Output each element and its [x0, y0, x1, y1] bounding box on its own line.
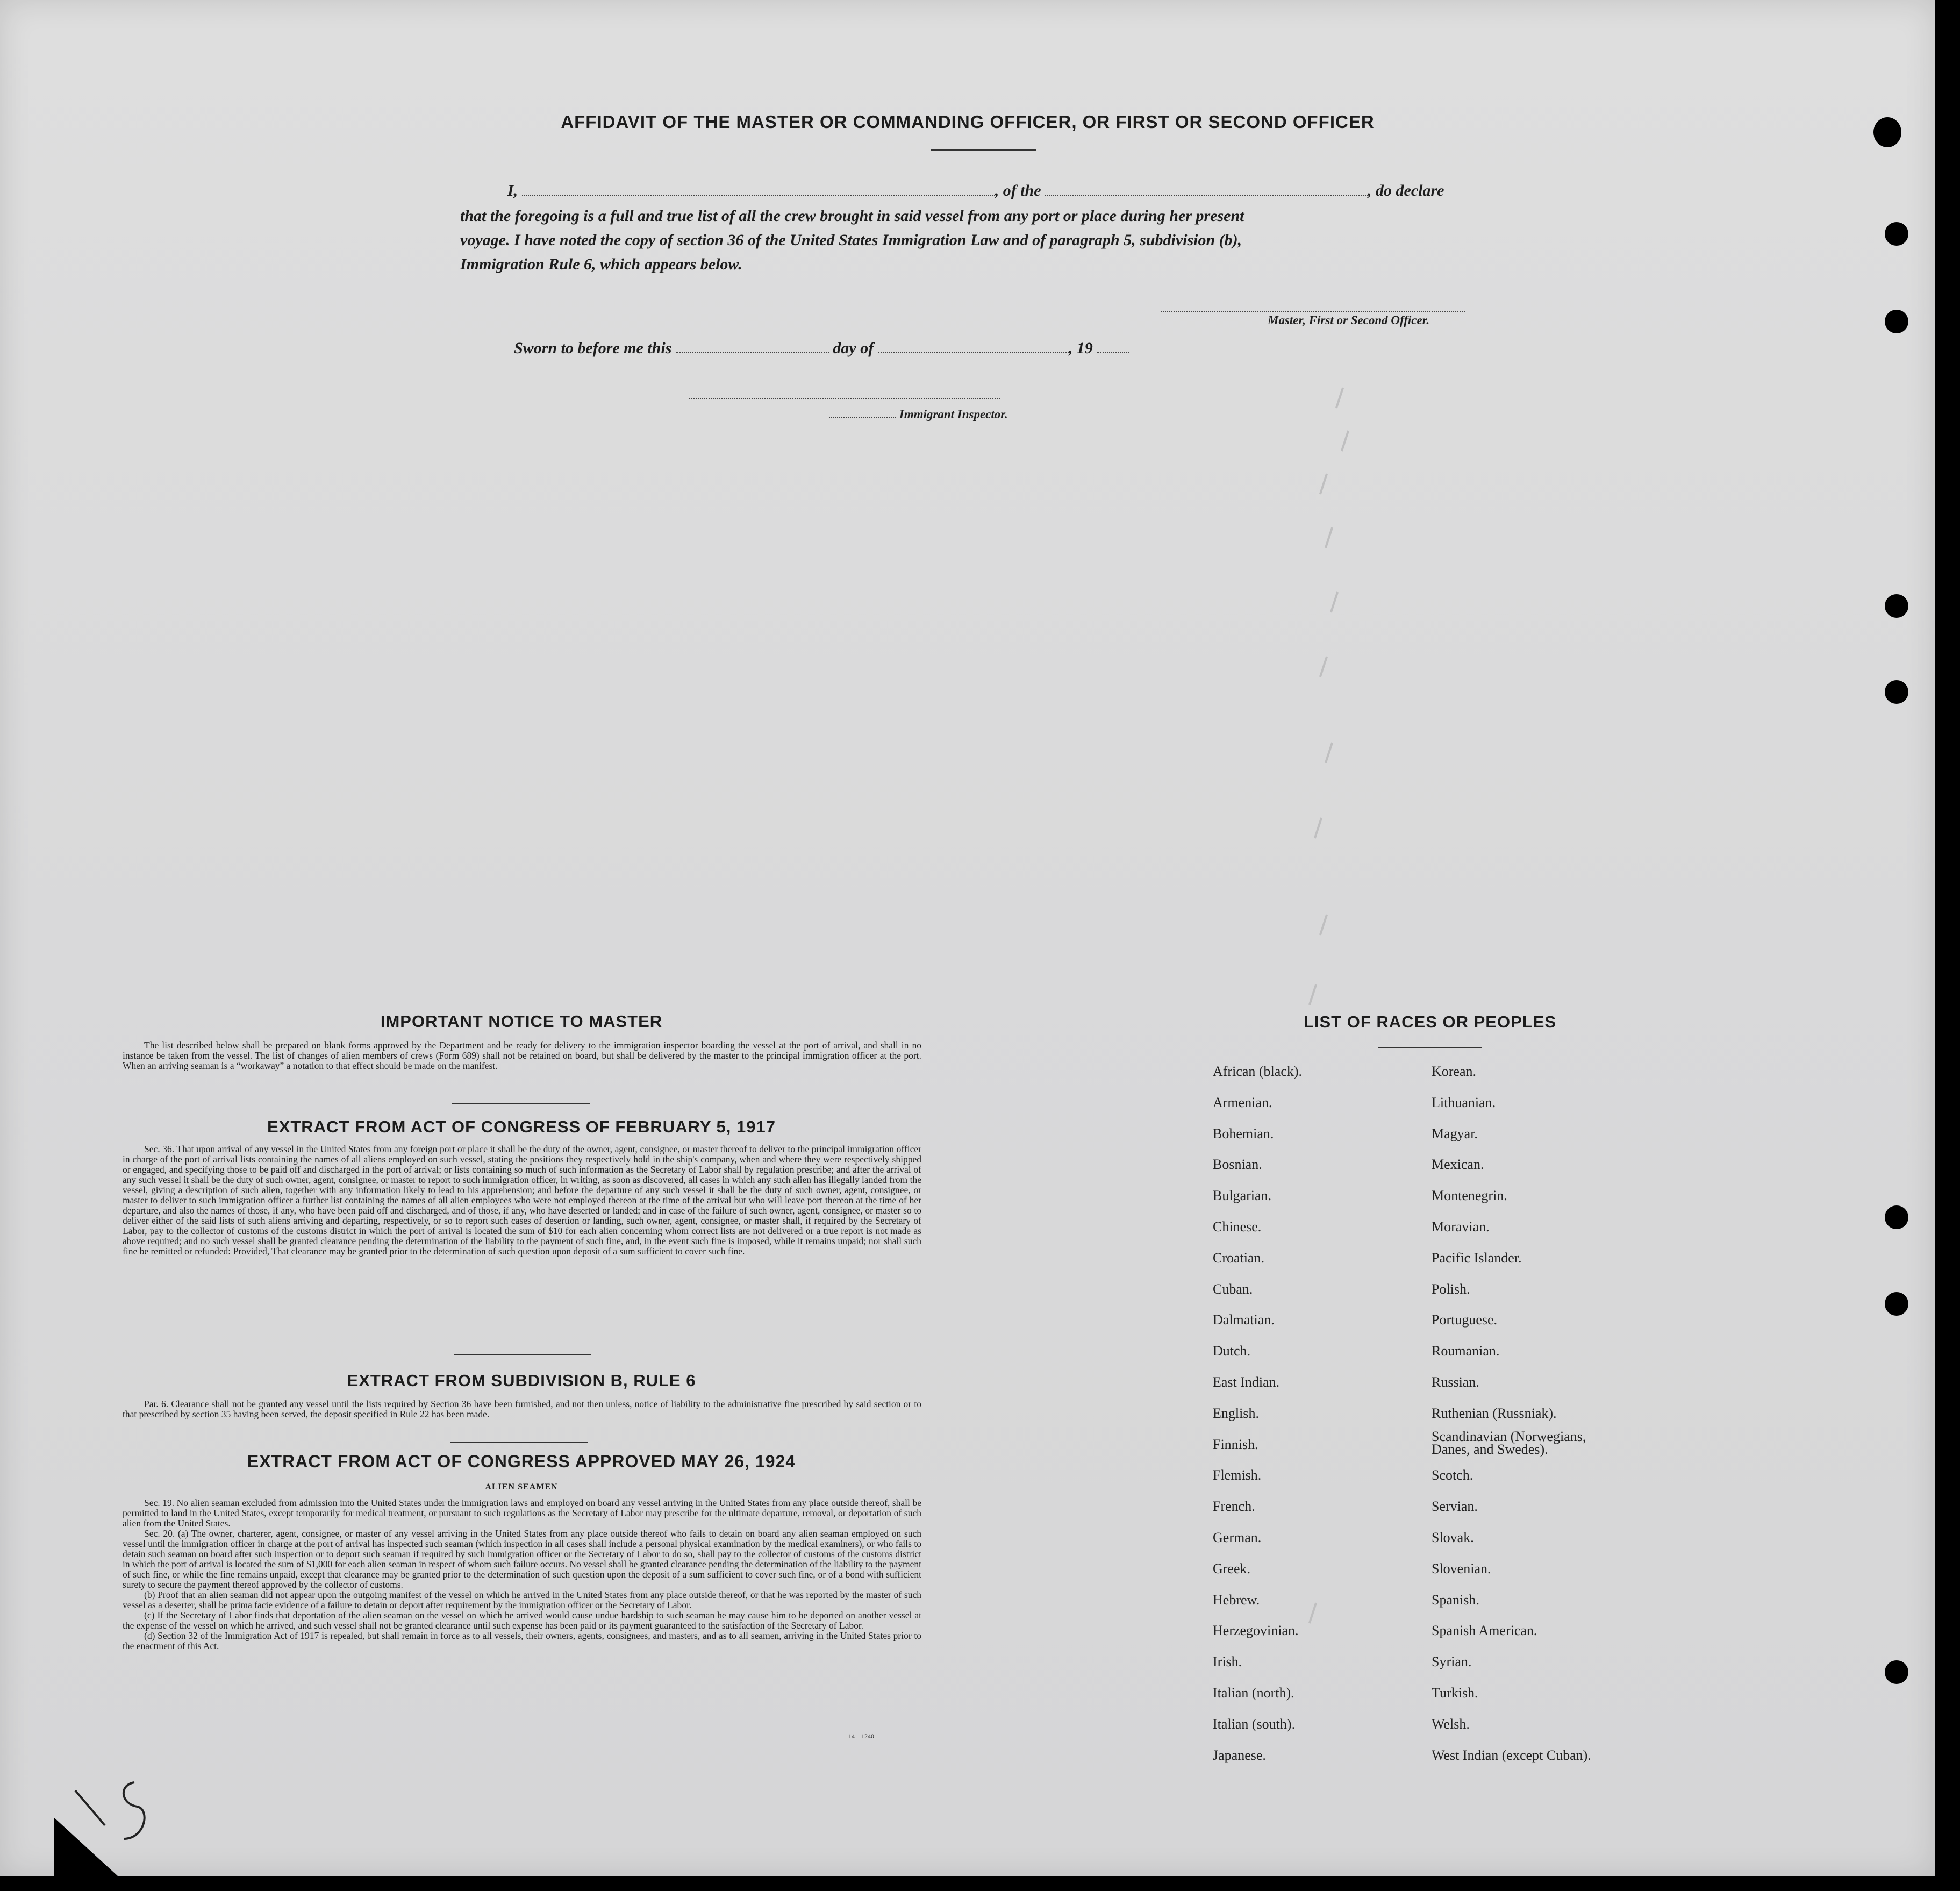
affidavit-title: AFFIDAVIT OF THE MASTER OR COMMANDING OFFICER, OR FIRST OR SECOND OFFICER: [561, 112, 1375, 132]
race-item: French.: [1213, 1498, 1255, 1515]
race-item: African (black).: [1213, 1064, 1303, 1079]
sworn-day-blank: [676, 345, 829, 353]
binder-hole: [1885, 594, 1908, 618]
sworn-year-blank: [1097, 345, 1129, 353]
inspector-signature-line: [689, 390, 1000, 399]
binder-hole: [1885, 1292, 1908, 1316]
binder-hole: [1885, 310, 1908, 333]
race-item: Bosnian.: [1213, 1157, 1262, 1173]
binder-hole: [1885, 1660, 1908, 1684]
page-corner-fold: [54, 1817, 118, 1876]
extract-1917-text: [123, 1144, 921, 1257]
affidavit-line-4: Immigration Rule 6, which appears below.: [460, 255, 742, 273]
race-item: German.: [1213, 1530, 1262, 1545]
race-item: Bohemian.: [1213, 1125, 1274, 1141]
race-item: East Indian.: [1213, 1374, 1280, 1390]
race-item: Portuguese.: [1432, 1312, 1498, 1328]
divider: [454, 1354, 591, 1355]
affidavit-of-the: , of the: [995, 182, 1041, 199]
race-item: Pacific Islander.: [1432, 1250, 1522, 1266]
race-item: Ruthenian (Russniak).: [1432, 1405, 1557, 1421]
race-item: Cuban.: [1213, 1281, 1253, 1297]
divider: [452, 1103, 590, 1104]
race-item: Chinese.: [1213, 1219, 1262, 1234]
affidavit-line-2: that the foregoing is a full and true list of all the crew brought in said vessel from any port or place during her present: [460, 207, 1244, 225]
alien-seamen-subtitle: ALIEN SEAMEN: [485, 1482, 558, 1492]
section-36-paragraph: Sec. 36. That upon arrival of any vessel in the United States from any foreign port or place it shall be the duty of the owner, agent, consignee, or master thereof to deliver to the principal immigration officer in charge of the port of arrival lists containing the names of all aliens employed on such vessel, stating the positions they respectively hold in the ship's company, when and where they were respectively shipped or engaged, and specifying those to be paid off and discharged in the port of arrival; or lists containing so much of such information as the Secretary of Labor shall by regulation prescribe; and after the arrival of any such vessel it shall be the duty of such owner, agent, consignee, or master to report to such immigration officer, in writing, as soon as discovered, all cases in which any such alien has illegally landed from the vessel, giving a description of such alien, together with any information likely to lead to his apprehension; and before the departure of any such vessel it shall be the duty of such owner, agent, consignee, or master to deliver to such immigration officer a further list containing the names of all alien employees who were not employed thereon at the time of the arrival but who will leave port thereon at the time of her departure, and also the names of those, if any, who have been paid off and discharged, and of those, if any, who have deserted or landed; and in case of the failure of such owner, agent, consignee, or master so to deliver either of the said lists of such aliens arriving and departing, respectively, or so to report such cases of desertion or landing, such owner, agent, consignee, or master shall, if required by the Secretary of Labor, pay to the collector of customs of the customs district in which the port of arrival is located the sum of $10 for each alien concerning whom correct lists are not delivered or a true report is not made as above required; and no such vessel shall be granted clearance pending the determination of the liability to the payment of such fine, and, in the event such fine is imposed, while it remains unpaid; nor shall such fine be remitted or refunded: Provided, That clearance may be granted prior to the determination of such question upon deposit of a sum sufficient to cover such fine.: [123, 1144, 921, 1257]
affidavit-declare: , do declare: [1368, 182, 1444, 199]
race-item: Italian (south).: [1213, 1716, 1296, 1732]
affidavit-line-1: [507, 182, 1444, 200]
inspector-line: [829, 408, 1008, 422]
race-item: Magyar.: [1432, 1125, 1478, 1141]
inspector-name-blank: [829, 412, 896, 418]
inspector-label: Immigrant Inspector.: [899, 408, 1008, 421]
sworn-line: [514, 339, 1129, 358]
binder-hole: [1885, 1205, 1908, 1229]
race-item: Polish.: [1432, 1281, 1470, 1297]
race-item: Turkish.: [1432, 1685, 1478, 1701]
race-item: Scotch.: [1432, 1467, 1473, 1483]
race-item: English.: [1213, 1405, 1259, 1421]
race-item: Japanese.: [1213, 1747, 1266, 1763]
race-item: Finnish.: [1213, 1436, 1258, 1452]
master-signature-line: [1161, 304, 1465, 312]
race-item: Korean.: [1432, 1064, 1477, 1079]
section-20d-paragraph: (d) Section 32 of the Immigration Act of 1917 is repealed, but shall remain in force as to all vessels, their owners, agents, consignees, and masters, and as to all seamen, arriving in the United States prior to the enactment of this Act.: [123, 1630, 921, 1651]
binder-hole: [1885, 680, 1908, 704]
sworn-month-blank: [878, 345, 1069, 353]
race-item: Croatian.: [1213, 1250, 1265, 1266]
race-item: Montenegrin.: [1432, 1188, 1507, 1204]
vessel-blank: [1045, 187, 1368, 196]
race-item: Slovak.: [1432, 1530, 1474, 1545]
race-item: Dutch.: [1213, 1343, 1251, 1359]
sworn-prefix: Sworn to before me this: [514, 339, 672, 357]
sworn-day: day of: [833, 339, 874, 357]
extract-1917-title: EXTRACT FROM ACT OF CONGRESS OF FEBRUARY 5, 1917: [267, 1117, 776, 1136]
race-item: Lithuanian.: [1432, 1094, 1496, 1110]
race-item: Italian (north).: [1213, 1685, 1294, 1701]
title-divider: [931, 149, 1036, 151]
race-item: Scandinavian (Norwegians, Danes, and Swedes).: [1432, 1428, 1586, 1457]
affidavit-line-3: voyage. I have noted the copy of section 36 of the United States Immigration Law and of paragraph 5, subdivision (b),: [460, 231, 1242, 249]
race-item: Mexican.: [1432, 1157, 1484, 1173]
race-item: Bulgarian.: [1213, 1188, 1272, 1204]
divider: [1378, 1047, 1482, 1048]
sworn-year: , 19: [1068, 339, 1093, 357]
master-label: Master, First or Second Officer.: [1268, 313, 1430, 327]
races-title: LIST OF RACES OR PEOPLES: [1303, 1012, 1557, 1031]
section-19-paragraph: Sec. 19. No alien seaman excluded from admission into the United States under the immigration laws and employed on board any vessel arriving in the United States from any place outside thereof, shall be permitted to land in the United States, except temporarily for medical treatment, or pursuant to such regulations as the Secretary of Labor may prescribe for the ultimate departure, removal, or deportation of such alien from the United States.: [123, 1497, 921, 1529]
section-20c-paragraph: (c) If the Secretary of Labor finds that deportation of the alien seaman on the vessel on which he arrived would cause undue hardship to such seaman he may cause him to be deported on another vessel at the expense of the vessel on which he arrived, and such vessel shall not be granted clearance until such expense has been paid or its payment guaranteed to the satisfaction of the Secretary of Labor.: [123, 1610, 921, 1631]
race-item: Spanish American.: [1432, 1623, 1537, 1639]
extract-1924-text: [123, 1498, 921, 1651]
section-20a-paragraph: Sec. 20. (a) The owner, charterer, agent, consignee, or master of any vessel arriving in the United States from any place outside thereof who fails to detain on board any alien seaman employed on such vessel until the immigration officer in charge at the port of arrival has inspected such seaman (which inspection in all cases shall include a personal physical examination by the medical examiners), or who fails to detain such seaman on board after such inspection or to deport such seaman if required by such immigration officer or the Secretary of Labor to do so, shall pay to the collector of customs of the customs district in which the port of arrival is located the sum of $1,000 for each alien seaman in respect of whom such failure occurs. No vessel shall be granted clearance pending the determination of the liability to the payment of such fine, or while the fine remains unpaid, except that clearance may be granted prior to the determination of such question upon the deposit of a sum sufficient to cover such fine, or of a bond with sufficient surety to secure the payment thereof approved by the collector of customs.: [123, 1528, 921, 1590]
race-item: Hebrew.: [1213, 1592, 1260, 1608]
race-item: Herzegovinian.: [1213, 1623, 1299, 1639]
race-item: Irish.: [1213, 1654, 1242, 1670]
race-item: Greek.: [1213, 1560, 1251, 1576]
notice-title: IMPORTANT NOTICE TO MASTER: [380, 1012, 663, 1031]
name-blank: [522, 187, 995, 196]
notice-paragraph: The list described below shall be prepared on blank forms approved by the Department and be ready for delivery to the immigration inspector boarding the vessel at the port of arrival, and shall in no instance be taken from the vessel. The list of changes of alien members of crews (Form 689) shall not be retained on board, but shall be delivered by the master to the principal immigration officer at the port. When an arriving seaman is a “workaway” a notation to that effect should be made on the manifest.: [123, 1040, 921, 1071]
divider: [450, 1442, 588, 1443]
race-item: Moravian.: [1432, 1219, 1490, 1234]
race-item: Armenian.: [1213, 1094, 1272, 1110]
race-item: Flemish.: [1213, 1467, 1262, 1483]
affidavit-i: I,: [507, 182, 518, 199]
race-item: Roumanian.: [1432, 1343, 1500, 1359]
race-item: Russian.: [1432, 1374, 1479, 1390]
paragraph-6: Par. 6. Clearance shall not be granted any vessel until the lists required by Section 36 have been furnished, and not then unless, notice of liability to the administrative fine prescribed by said section or to that prescribed by section 35 having been served, the deposit specified in Rule 22 has been made.: [123, 1398, 921, 1419]
race-item: West Indian (except Cuban).: [1432, 1747, 1591, 1763]
race-item: Spanish.: [1432, 1592, 1479, 1608]
form-number: 14—1240: [848, 1732, 874, 1740]
binder-hole: [1885, 222, 1908, 246]
rule6-title: EXTRACT FROM SUBDIVISION B, RULE 6: [347, 1371, 696, 1390]
race-item: Servian.: [1432, 1498, 1478, 1515]
race-item: Slovenian.: [1432, 1560, 1491, 1576]
section-20b-paragraph: (b) Proof that an alien seaman did not appear upon the outgoing manifest of the vessel on which he arrived in the United States from any place outside thereof, or that he was reported by the master of such vessel as a deserter, shall be prima facie evidence of a failure to detain or deport after requirement by the immigration officer or the Secretary of Labor.: [123, 1589, 921, 1610]
race-item: Dalmatian.: [1213, 1312, 1275, 1328]
notice-text: [123, 1040, 921, 1071]
binder-hole: [1873, 117, 1901, 147]
extract-1924-title: EXTRACT FROM ACT OF CONGRESS APPROVED MAY 26, 1924: [247, 1452, 796, 1471]
rule6-text: [123, 1399, 921, 1419]
race-item: Syrian.: [1432, 1654, 1472, 1670]
race-item: Welsh.: [1432, 1716, 1470, 1732]
